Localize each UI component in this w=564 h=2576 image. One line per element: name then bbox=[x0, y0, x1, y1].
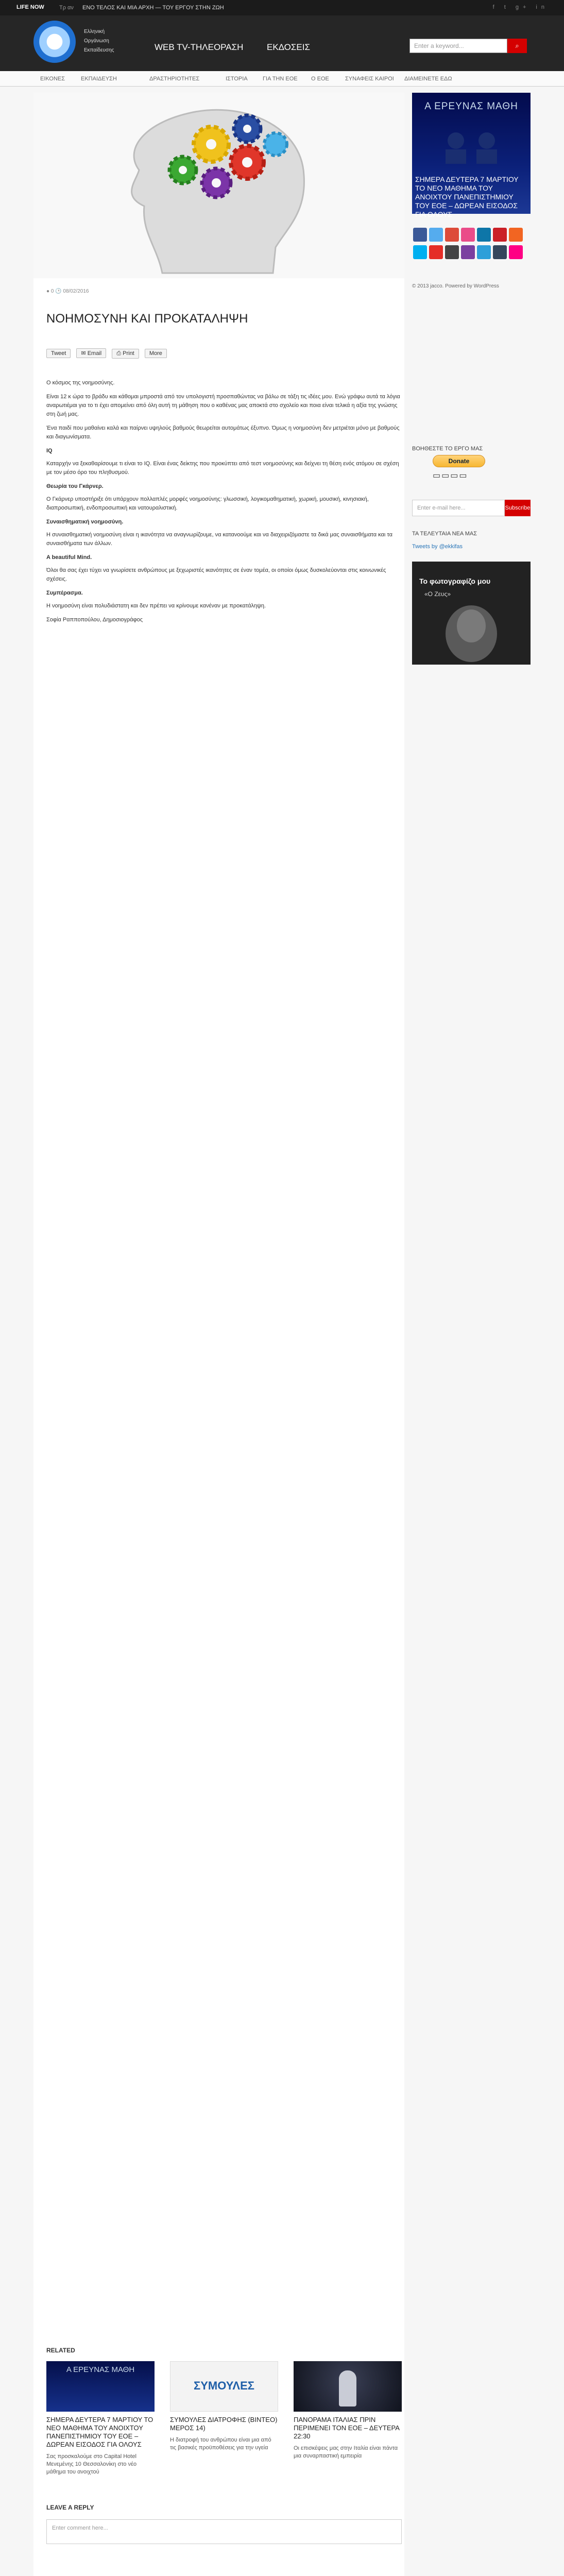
related-excerpt: Σας προσκαλούμε στο Capital Hotel Μενεμένης 10 Θεσσαλονίκη στο νέο μάθημα του ανοιχτού bbox=[46, 2453, 137, 2475]
news-ticker[interactable]: ΕΝΟ ΤΕΛΟΣ ΚΑΙ ΜΙΑ ΑΡΧΗ — ΤΟΥ ΕΡΓΟΥ ΣΤΗΝ ΖΩΗ bbox=[82, 5, 224, 11]
googleplus-icon[interactable] bbox=[445, 228, 459, 242]
linkedin-icon[interactable] bbox=[477, 228, 491, 242]
main-content bbox=[33, 93, 404, 2576]
logo-globe-icon bbox=[33, 21, 76, 63]
tweet-button[interactable]: Tweet bbox=[46, 349, 71, 358]
logo-line1: Ελληνική bbox=[84, 29, 105, 35]
email-field[interactable]: Enter e-mail here... bbox=[412, 500, 505, 516]
article-subheading: Συμπέρασμα. bbox=[46, 590, 83, 596]
logo-line2: Οργάνωση bbox=[84, 38, 109, 44]
post-meta: ● 0 🕒 08/02/2016 bbox=[46, 289, 89, 294]
donate-button[interactable]: Donate bbox=[433, 455, 485, 467]
article-subheading: A beautiful Mind. bbox=[46, 554, 92, 561]
dribbble-icon[interactable] bbox=[461, 228, 475, 242]
header-nav bbox=[155, 42, 332, 53]
menu-item-education[interactable]: ΕΚΠΑΙΔΕΥΣΗ bbox=[81, 76, 117, 82]
pinterest-icon[interactable] bbox=[493, 228, 507, 242]
photo-widget[interactable] bbox=[412, 562, 531, 665]
site-logo[interactable] bbox=[33, 21, 114, 63]
logo-line3: Εκπαίδευσης bbox=[84, 47, 114, 53]
header-search-input[interactable]: Enter a keyword... bbox=[409, 39, 507, 53]
article-paragraph: Ο κόσμος της νοημοσύνης. bbox=[46, 380, 115, 386]
nav-publications[interactable]: ΕΚΔΟΣΕΙΣ bbox=[267, 42, 310, 52]
article-subheading: Θεωρία του Γκάρνερ. bbox=[46, 483, 104, 489]
article-signature: Σοφία Ραπποπούλου, Δημοσιογράφος bbox=[46, 617, 143, 623]
main-menu bbox=[0, 71, 564, 87]
tweets-link[interactable]: Tweets by @ekkifas bbox=[412, 544, 463, 550]
article-body bbox=[46, 379, 402, 630]
related-posts bbox=[46, 2347, 402, 2475]
ad-figures-image bbox=[412, 112, 531, 164]
social-links[interactable]: f t g+ in bbox=[492, 4, 549, 10]
featured-image bbox=[33, 93, 404, 278]
facebook-icon[interactable] bbox=[413, 228, 427, 242]
menu-item-history[interactable]: ΙΣΤΟΡΙΑ bbox=[226, 76, 248, 82]
related-card[interactable] bbox=[294, 2361, 402, 2460]
search-icon[interactable]: ⌕ bbox=[507, 39, 527, 53]
tumblr-icon[interactable] bbox=[493, 245, 507, 259]
sidebar-copyright: © 2013 jacco. Powered by WordPress bbox=[412, 283, 499, 289]
related-title[interactable]: ΣΥΜΟΥΛΕΣ ΔΙΑΤΡΟΦΗΣ (ΒΙΝΤΕΟ) ΜΕΡΟΣ 14) bbox=[170, 2416, 278, 2432]
sidebar-ad-banner[interactable] bbox=[412, 93, 531, 218]
instagram-icon[interactable] bbox=[461, 245, 475, 259]
related-excerpt: Οι επισκέψεις μας στην Ιταλία είναι πάντα μια συναρπαστική εμπειρία bbox=[294, 2445, 398, 2459]
menu-item-eoe[interactable]: Ο ΕΟΕ bbox=[311, 76, 329, 82]
menu-item-images[interactable]: ΕΙΚΟΝΕΣ bbox=[40, 76, 65, 82]
related-excerpt: Η διατροφή του ανθρώπου είναι μια από τις βασικές προϋποθέσεις για την υγεία bbox=[170, 2437, 271, 2451]
site-header bbox=[0, 15, 564, 71]
tv-heading: ΤΑ ΤΕΛΕΥΤΑΙΑ ΝΕΑ ΜΑΣ bbox=[412, 531, 477, 537]
print-button[interactable]: ⎙ Print bbox=[112, 349, 139, 359]
head-silhouette-image bbox=[33, 93, 404, 278]
flickr-icon[interactable] bbox=[509, 245, 523, 259]
ad-text: ΣΗΜΕΡΑ ΔΕΥΤΕΡΑ 7 ΜΑΡΤΙΟΥ ΤΟ ΝΕΟ ΜΑΘΗΜΑ ΤΟΥ ΑΝΟΙΧΤΟΥ ΠΑΝΕΠΙΣΤΗΜΙΟΥ ΤΟΥ ΕΟΕ – ΔΩΡΕΑΝ ΕΙΣΟΔΟΣ ΓΙΑ ΟΛΟΥΣ bbox=[415, 175, 519, 218]
reply-heading: LEAVE A REPLY bbox=[46, 2504, 94, 2511]
more-button[interactable]: More bbox=[145, 349, 167, 358]
sculpture-image bbox=[412, 603, 531, 665]
related-heading: RELATED bbox=[46, 2347, 75, 2354]
menu-item-about[interactable]: ΓΙΑ ΤΗΝ ΕΟΕ bbox=[263, 76, 298, 82]
related-title[interactable]: ΠΑΝΟΡΑΜΑ ΙΤΑΛΙΑΣ ΠΡΙΝ ΠΕΡΙΜΕΝΕΙ ΤΟΝ ΕΟΕ – ΔΕΥΤΕΡΑ 22:30 bbox=[294, 2416, 400, 2440]
related-thumbnail[interactable] bbox=[294, 2361, 402, 2412]
article-paragraph: Ένα παιδί που μαθαίνει καλά και παίρνει υψηλούς βαθμούς θεωρείται αυτομάτως έξυπνο. Όμως η νοημοσύνη δεν μετριέται μόνο με βαθμούς και διαγωνίσματα. bbox=[46, 425, 400, 440]
article-subheading: Συναισθηματική νοημοσύνη. bbox=[46, 519, 124, 525]
article-paragraph: Η συναισθηματική νοημοσύνη είναι η ικανότητα να αναγνωρίζουμε, να κατανοούμε και να διαχειριζόμαστε τα δικά μας συναισθήματα και τα συναισθήματα των άλλων. bbox=[46, 532, 392, 547]
vimeo-icon[interactable] bbox=[477, 245, 491, 259]
subscribe-button[interactable]: Subscribe bbox=[505, 500, 531, 516]
ad-heading: Α ΕΡΕΥΝΑΣ ΜΑΘΗ bbox=[424, 101, 518, 112]
photo-subtitle: «Ο Ζευς» bbox=[424, 590, 451, 598]
github-icon[interactable] bbox=[445, 245, 459, 259]
menu-item-stay-here[interactable]: ΔΙΑΜΕΙΝΕΤΕ ΕΔΩ bbox=[404, 76, 452, 82]
thumbnail-caption: ΣΥΜΟΥΛΕΣ bbox=[194, 2379, 254, 2392]
related-card[interactable] bbox=[46, 2361, 155, 2476]
rss-icon[interactable] bbox=[509, 228, 523, 242]
related-title[interactable]: ΣΗΜΕΡΑ ΔΕΥΤΕΡΑ 7 ΜΑΡΤΙΟΥ ΤΟ ΝΕΟ ΜΑΘΗΜΑ ΤΟΥ ΑΝΟΙΧΤΟΥ ΠΑΝΕΠΙΣΤΗΜΙΟΥ ΤΟΥ ΕΟΕ – ΔΩΡΕΑΝ ΕΙΣΟΔΟΣ ΓΙΑ ΟΛΟΥΣ bbox=[46, 2416, 153, 2448]
article-paragraph: Είναι 12 κ ώρα το βράδυ και κάθομαι μπροστά από τον υπολογιστή προσπαθώντας να βάλω σε τάξη τις ιδέες μου. Ενώ γράφω αυτά τα λόγια αναρωτιέμαι για το τι έχει απομείνει από όλη αυτή τη μάθηση που ο καθένας μας αποκτά στο σχολείο και ποια είναι τελικά η αξία της γνώσης στη ζωή μας. bbox=[46, 394, 400, 417]
donate-heading: ΒΟΗΘΕΣΤΕ ΤΟ ΕΡΓΟ ΜΑΣ bbox=[412, 446, 483, 452]
social-icons bbox=[412, 227, 531, 262]
menu-item-activities[interactable]: ΔΡΑΣΤΗΡΙΟΤΗΤΕΣ bbox=[149, 76, 200, 82]
comment-input[interactable]: Enter comment here... bbox=[46, 2519, 402, 2544]
youtube-icon[interactable] bbox=[429, 245, 443, 259]
page-title: ΝΟΗΜΟΣΥΝΗ ΚΑΙ ΠΡΟΚΑΤΑΛΗΨΗ bbox=[46, 312, 248, 326]
skype-icon[interactable] bbox=[413, 245, 427, 259]
statue-image bbox=[339, 2370, 356, 2406]
email-button[interactable]: ✉ Email bbox=[76, 348, 106, 358]
article-paragraph: Η νοημοσύνη είναι πολυδιάστατη και δεν πρέπει να κρίνουμε κανέναν με προκατάληψη. bbox=[46, 603, 266, 609]
article-paragraph: Καταρχήν να ξεκαθαρίσουμε τι είναι το IQ. Είναι ένας δείκτης που προκύπτει από τεστ νοημοσύνης και δείχνει τη θέση ενός ατόμου σε σχέση με τον μέσο όρο του πληθυσμού. bbox=[46, 461, 399, 476]
date-label: Τρ αν bbox=[59, 5, 74, 11]
related-card[interactable] bbox=[170, 2361, 278, 2452]
article-paragraph: Όλοι θα σας έχει τύχει να γνωρίσετε ανθρώπους με ξεχωριστές ικανότητες σε έναν τομέα, οι οποίοι όμως δυσκολεύονται στις κοινωνικές σχέσεις. bbox=[46, 567, 386, 582]
thumbnail-caption: Α ΕΡΕΥΝΑΣ ΜΑΘΗ bbox=[66, 2365, 135, 2374]
payment-cards-icon: ▭▭▭▭ bbox=[433, 471, 468, 480]
live-label: LIFE NOW bbox=[16, 4, 44, 10]
twitter-icon[interactable] bbox=[429, 228, 443, 242]
nav-web-tv[interactable]: WEB TV-ΤΗΛΕΟΡΑΣΗ bbox=[155, 42, 244, 52]
share-bar bbox=[46, 348, 171, 359]
related-thumbnail[interactable] bbox=[170, 2361, 278, 2412]
top-bar bbox=[0, 0, 564, 15]
photo-title: Το φωτογραφίζο μου bbox=[419, 577, 491, 585]
article-subheading: IQ bbox=[46, 448, 53, 454]
related-thumbnail[interactable] bbox=[46, 2361, 155, 2412]
article-paragraph: Ο Γκάρνερ υποστήριξε ότι υπάρχουν πολλαπλές μορφές νοημοσύνης: γλωσσική, λογικομαθηματική, χωρική, μουσική, κινησιακή, διαπροσωπική, ενδοπροσωπική και νατουραλιστική. bbox=[46, 496, 369, 511]
menu-item-synapseis[interactable]: ΣΥΝΑΦΕΙΣ ΚΑΙΡΟΙ bbox=[345, 76, 394, 82]
